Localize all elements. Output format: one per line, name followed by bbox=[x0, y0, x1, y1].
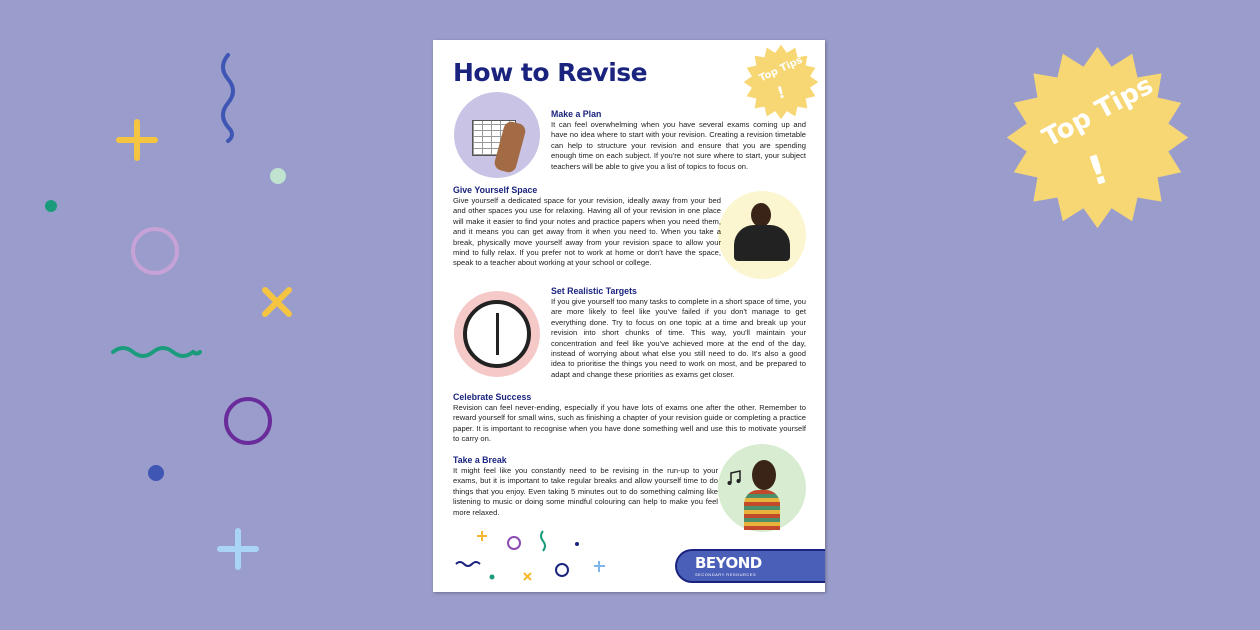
logo-name: BEYOND bbox=[695, 554, 762, 572]
text-celebrate-success: Revision can feel never-ending, especially if you have lots of exams one after the other. Remember to reward yourself for small wins, such as finishing a chapter of your revision guide or completing a practice paper. It is important to recognise when you have done something well and use this to motivate yourself to carry on. bbox=[453, 403, 806, 444]
planning-illustration bbox=[454, 92, 540, 178]
page-title: How to Revise bbox=[453, 58, 648, 87]
badge-exclamation: ! bbox=[1081, 146, 1114, 196]
revision-sheet bbox=[433, 40, 825, 592]
text-give-yourself-space: Give yourself a dedicated space for your revision, ideally away from your bed and other spaces you use for relaxing. Having all of your revision in one place will make it easier to find your notes and practice papers when you need them, and it means you can get away from it when you need to. When you take a break, physically move yourself away from your revision space to allow your mind to fully relax. If you prefer not to work at home or don't have the space, speak to a teacher about working at your school or college. bbox=[453, 196, 721, 268]
text-take-a-break: It might feel like you constantly need to be revising in the run-up to your exams, but it is important to take regular breaks and allow yourself time to do things that you enjoy. Even taking 5 minutes out to do something calming like listening to music or doing some mindful colouring can help to make you feel more relaxed. bbox=[453, 466, 718, 517]
sheet-decorations bbox=[453, 528, 613, 583]
small-badge-text: Top Tips bbox=[757, 54, 805, 85]
logo-tagline: SECONDARY RESOURCES bbox=[695, 572, 757, 577]
heading-celebrate-success: Celebrate Success bbox=[453, 392, 532, 402]
student-studying-illustration bbox=[718, 191, 806, 279]
heading-set-realistic-targets: Set Realistic Targets bbox=[551, 286, 637, 296]
beyond-logo bbox=[675, 549, 825, 583]
small-badge-mark: ! bbox=[775, 82, 787, 103]
heading-give-yourself-space: Give Yourself Space bbox=[453, 185, 538, 195]
top-tips-badge bbox=[1005, 45, 1190, 230]
heading-make-a-plan: Make a Plan bbox=[551, 109, 602, 119]
badge-text: Top Tips bbox=[1037, 70, 1158, 154]
music-listening-illustration bbox=[718, 444, 806, 532]
heading-take-a-break: Take a Break bbox=[453, 455, 507, 465]
clock-illustration bbox=[454, 291, 540, 377]
text-set-realistic-targets: If you give yourself too many tasks to complete in a short space of time, you are more likely to feel like you've failed if you don't manage to get everything done. Try to focus on one topic at a time and break up your revision into short chunks of time. This way, you'll maintain your concentration and feel like you've achieved more at the end of the day, instead of worrying about what else you still need to do. It's also a good idea to prioritise the things you need to work on most, and be prepared to adapt and change these priorities as exams get closer. bbox=[551, 297, 806, 379]
small-top-tips-badge bbox=[743, 44, 819, 120]
text-make-a-plan: It can feel overwhelming when you have several exams coming up and have no idea where to start with your revision. Creating a revision timetable can help to structure your revision and ensure that you are spending enough time on each subject. If you're not sure where to start, your subject teachers will be able to give you a list of topics to focus on. bbox=[551, 120, 806, 171]
music-note-icon bbox=[726, 470, 742, 486]
